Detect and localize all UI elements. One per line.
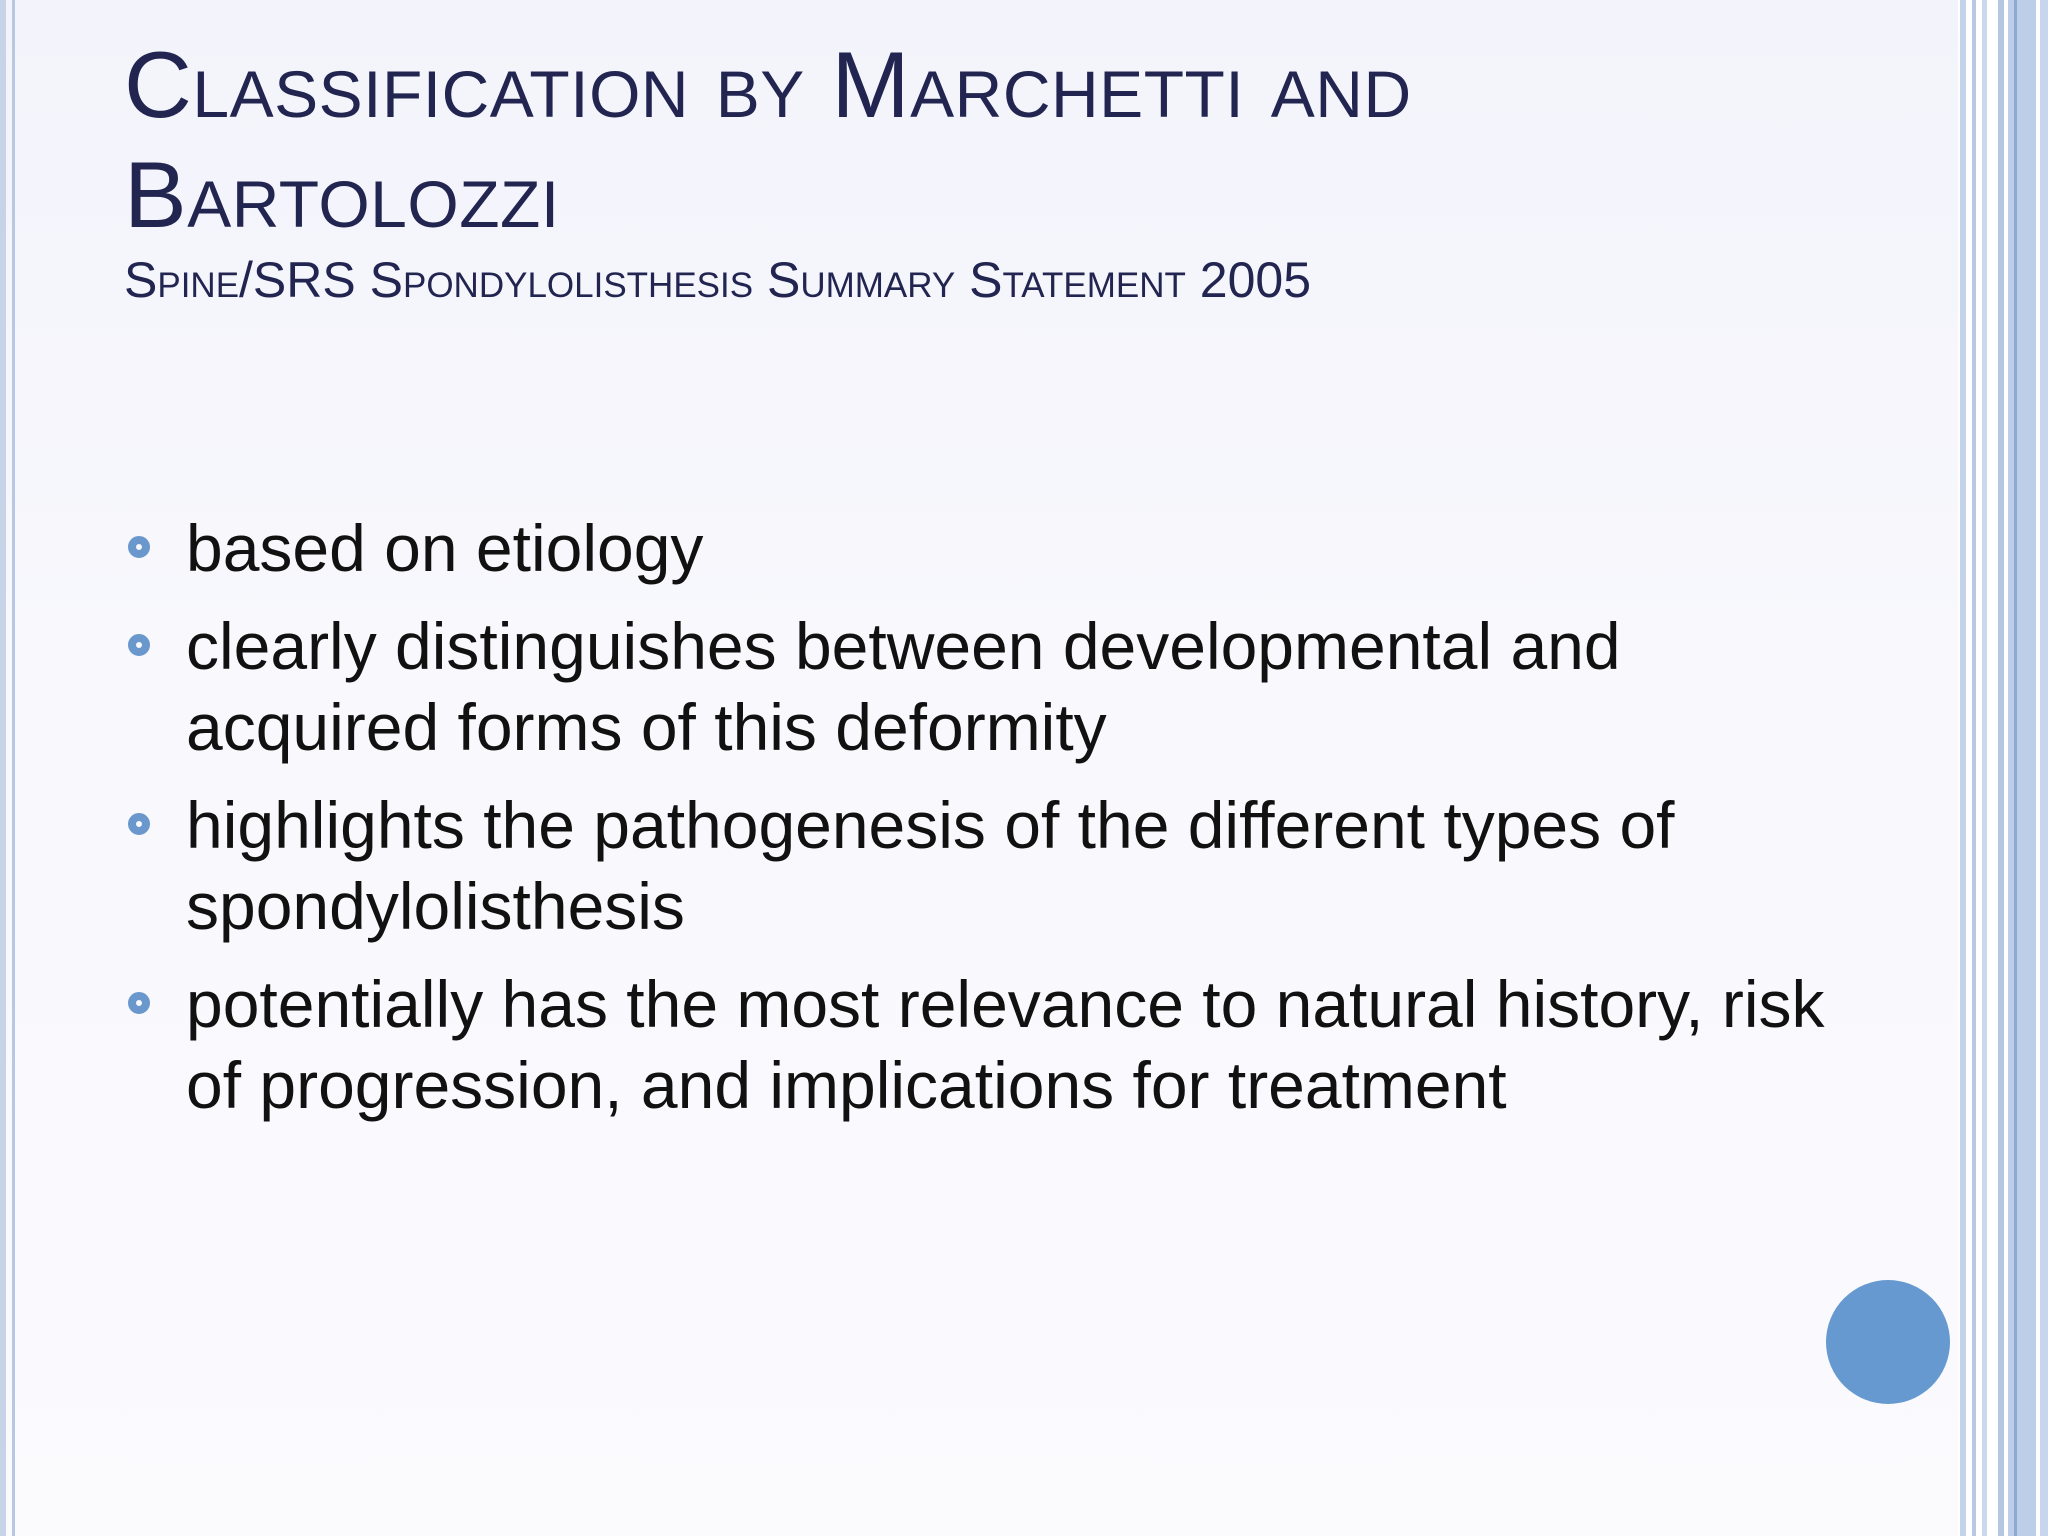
left-border-line-inner	[12, 0, 15, 1536]
slide-title: Classification by Marchetti and Bartolozzi	[124, 32, 1412, 247]
bullet-item	[124, 508, 1864, 589]
bullet-text: clearly distinguishes between developmental and acquired forms of this deformity	[186, 609, 1621, 764]
filled-circle-icon	[1826, 1280, 1950, 1404]
border-stripe	[2040, 0, 2048, 1536]
bullet-item	[124, 785, 1864, 947]
bullet-text: based on etiology	[186, 511, 704, 585]
hollow-circle-bullet-icon	[128, 536, 150, 558]
slide-subtitle: Spine/SRS Spondylolisthesis Summary Statement 2005	[124, 252, 1312, 308]
left-border-line	[0, 0, 6, 1536]
bullet-item	[124, 964, 1864, 1126]
border-stripe	[2014, 0, 2017, 1536]
hollow-circle-bullet-icon	[128, 813, 150, 835]
border-stripe	[1998, 0, 2004, 1536]
border-stripe	[1972, 0, 1976, 1536]
border-stripe	[1982, 0, 1987, 1536]
hollow-circle-bullet-icon	[128, 992, 150, 1014]
border-stripe	[1960, 0, 1966, 1536]
bullet-text: highlights the pathogenesis of the different types of spondylolisthesis	[186, 788, 1675, 943]
border-stripe	[2008, 0, 2036, 1536]
bullet-list	[124, 508, 1864, 1143]
hollow-circle-bullet-icon	[128, 634, 150, 656]
bullet-item	[124, 606, 1864, 768]
right-border-stripes	[1958, 0, 2048, 1536]
bullet-text: potentially has the most relevance to natural history, risk of progression, and implications for treatment	[186, 967, 1825, 1122]
